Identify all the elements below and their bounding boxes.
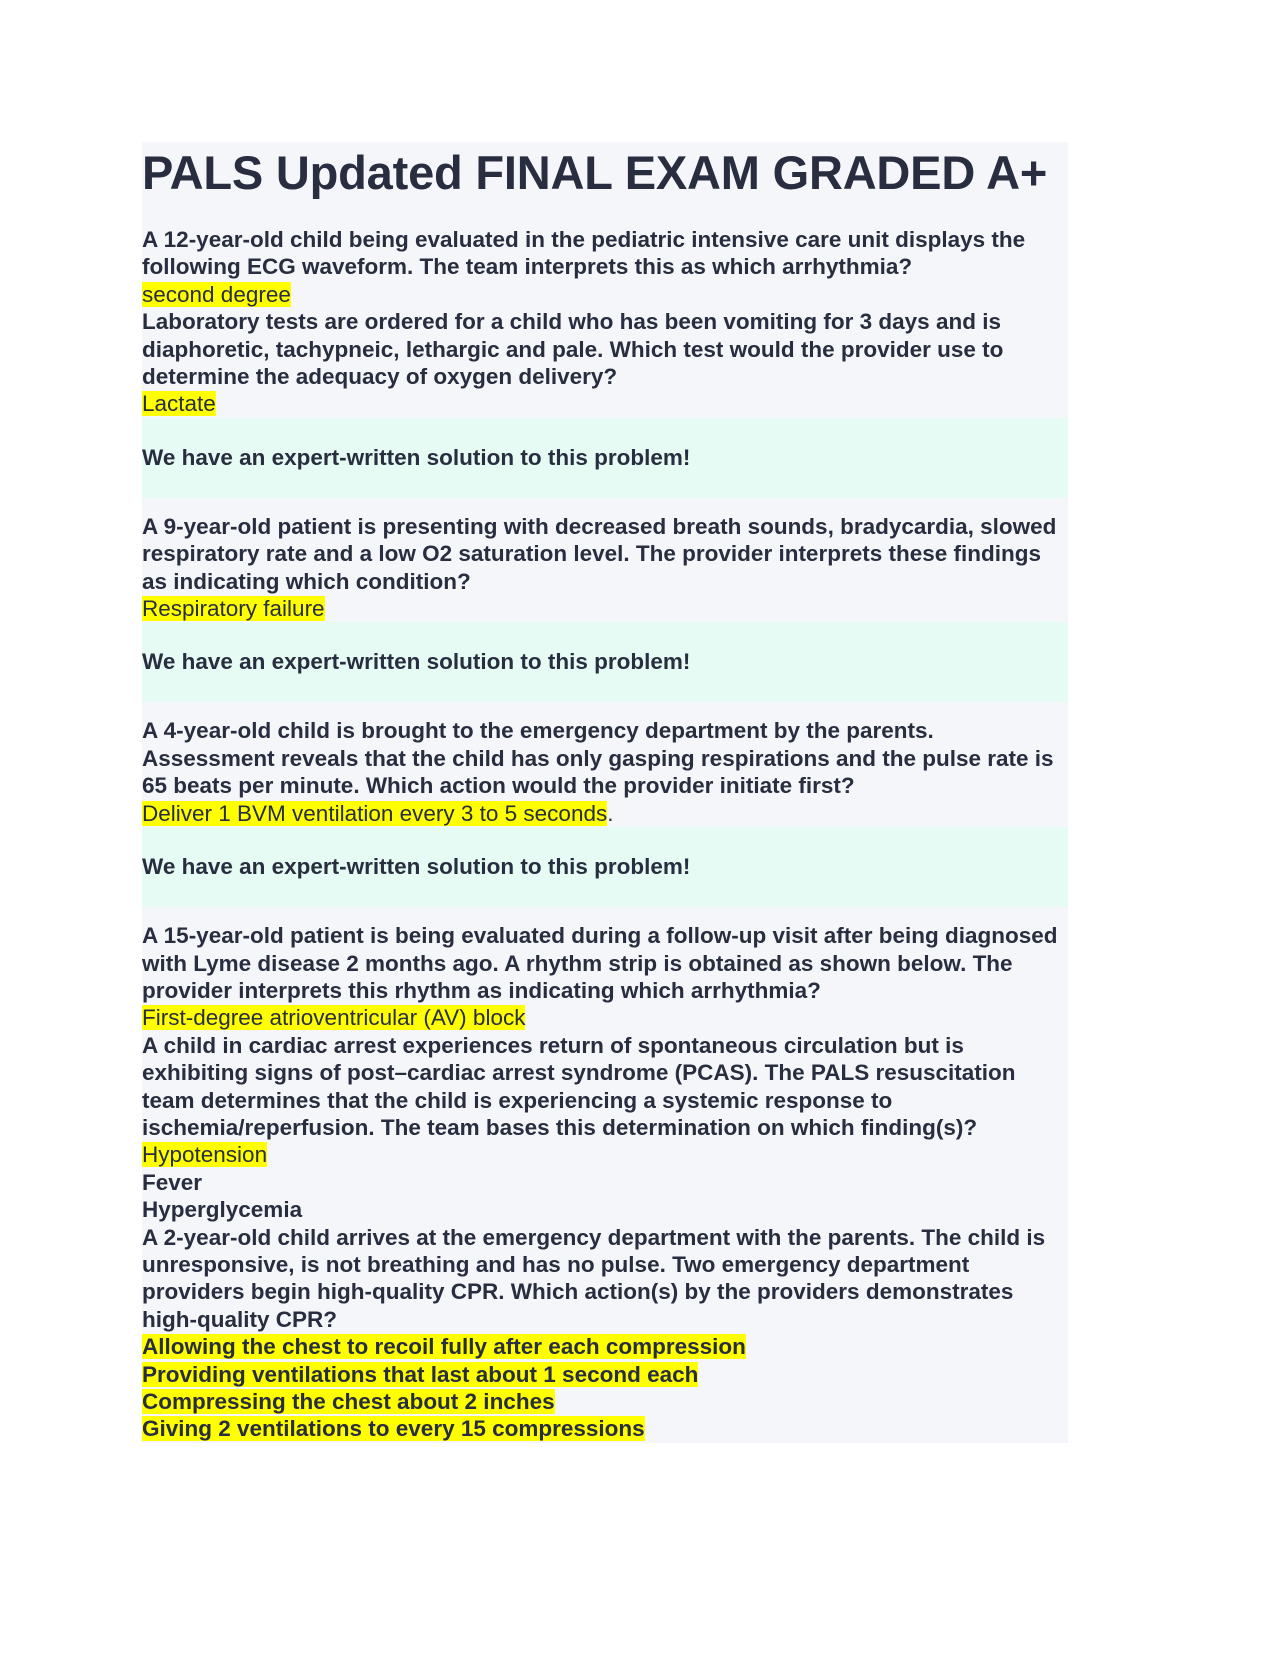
answer-highlight: Allowing the chest to recoil fully after each compression [142, 1334, 746, 1360]
answer-highlight: Providing ventilations that last about 1 second each [142, 1361, 699, 1387]
document-page [142, 142, 1068, 1443]
answer-highlight: Deliver 1 BVM ventilation every 3 to 5 seconds [142, 800, 608, 826]
question-text: Laboratory tests are ordered for a child who has been vomiting for 3 days and is diaphoretic, tachypneic, lethargic and pale. Which test would the provider use to determine the adequacy of oxygen delivery? [142, 309, 1004, 390]
question-text: A 12-year-old child being evaluated in the pediatric intensive care unit displays the following ECG waveform. The team interprets this as which arrhythmia? [142, 227, 1026, 280]
answer-highlight: Respiratory failure [142, 596, 325, 622]
document-title: PALS Updated FINAL EXAM GRADED A+ [142, 146, 1048, 199]
question-text: A 9-year-old patient is presenting with decreased breath sounds, bradycardia, slowed respiratory rate and a low O2 saturation level. The provider interprets these findings as indicating which condition? [142, 513, 1057, 594]
answer-highlight: Lactate [142, 391, 216, 417]
option-text: Hyperglycemia [142, 1197, 303, 1223]
banner-text: We have an expert-written solution to this problem! [142, 854, 691, 880]
question-block [142, 717, 1068, 827]
answer-highlight: First-degree atrioventricular (AV) block [142, 1005, 526, 1031]
question-block [142, 922, 1068, 1443]
question-text: A 15-year-old patient is being evaluated during a follow-up visit after being diagnosed with Lyme disease 2 months ago. A rhythm strip is obtained as shown below. The provider interprets this rhythm as indicating which arrhythmia? [142, 923, 1058, 1003]
expert-solution-banner[interactable] [142, 418, 1068, 498]
expert-solution-banner[interactable] [142, 827, 1068, 907]
banner-text: We have an expert-written solution to this problem! [142, 444, 691, 470]
answer-highlight: Giving 2 ventilations to every 15 compressions [142, 1416, 645, 1442]
answer-highlight: second degree [142, 281, 291, 307]
question-text: A 4-year-old child is brought to the emergency department by the parents. Assessment reveals that the child has only gasping respirations and the pulse rate is 65 beats per minute. Which action would the provider initiate first? [142, 718, 1054, 799]
banner-text: We have an expert-written solution to this problem! [142, 649, 691, 675]
answer-highlight: Compressing the chest about 2 inches [142, 1389, 555, 1414]
question-block [142, 513, 1068, 623]
question-block [142, 226, 1068, 418]
answer-highlight: Hypotension [142, 1142, 268, 1168]
expert-solution-banner[interactable] [142, 622, 1068, 702]
answer-suffix: . [607, 800, 614, 826]
option-text: Fever [142, 1169, 203, 1195]
question-text: A 2-year-old child arrives at the emergency department with the parents. The child is unresponsive, is not breathing and has no pulse. Two emergency department providers begin high-quality CPR. Which action(s) by the providers demonstrates high-quality CPR? [142, 1224, 1046, 1332]
question-text: A child in cardiac arrest experiences return of spontaneous circulation but is exhibiting signs of post–cardiac arrest syndrome (PCAS). The PALS resuscitation team determines that the child is experiencing a systemic response to ischemia/reperfusion. The team bases this determination on which finding(s)? [142, 1032, 1016, 1140]
